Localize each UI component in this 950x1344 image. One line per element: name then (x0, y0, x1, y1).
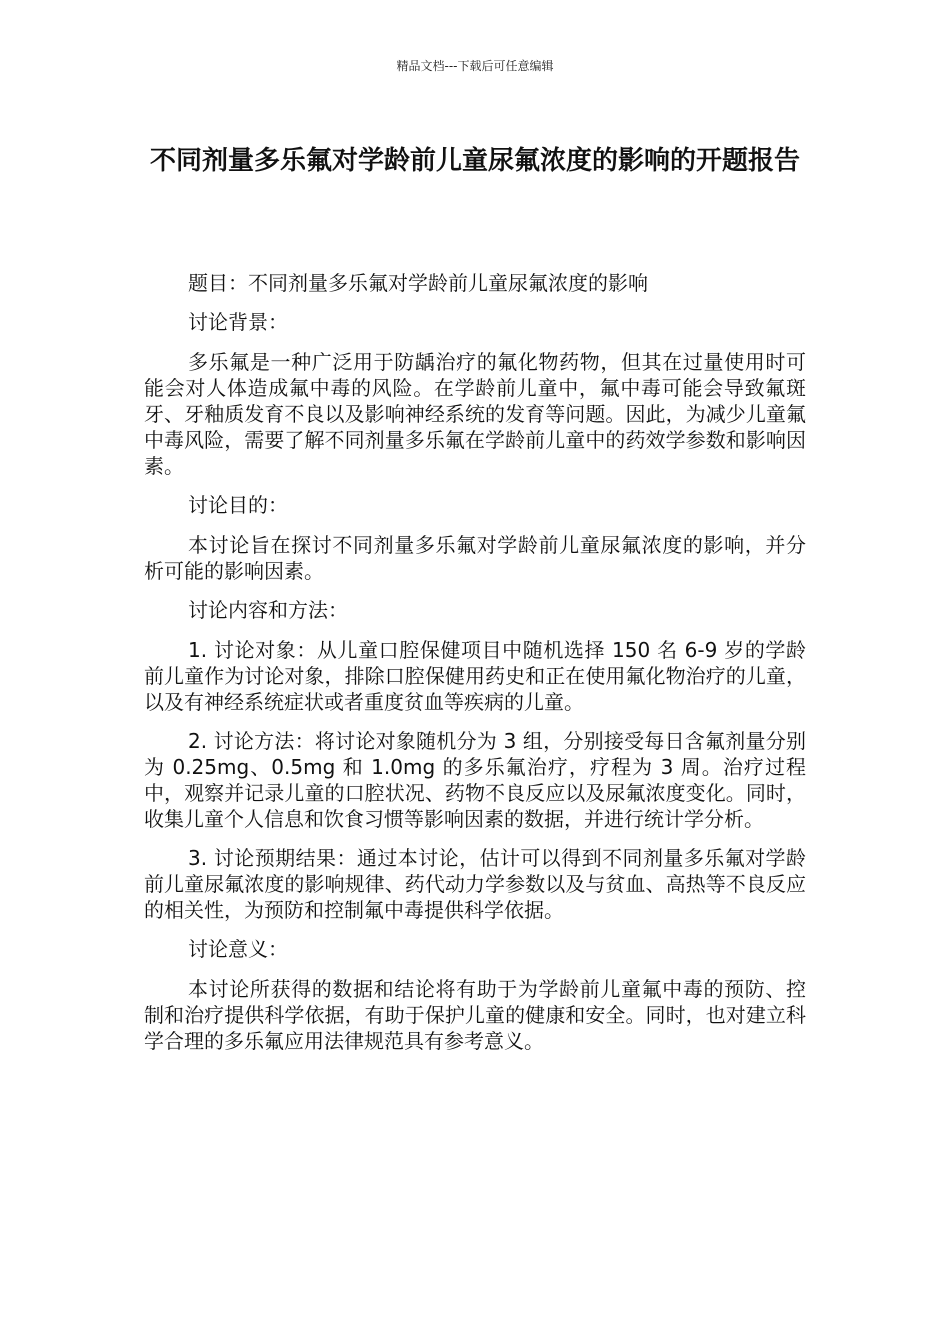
purpose-paragraph: 本讨论旨在探讨不同剂量多乐氟对学龄前儿童尿氟浓度的影响，并分析可能的影响因素。 (144, 533, 806, 583)
methods-item-method: 2. 讨论方法：将讨论对象随机分为 3 组，分别接受每日含氟剂量分别为 0.25mg、0.5mg 和 1.0mg 的多乐氟治疗，疗程为 3 周。治疗过程中，观察并记录儿童的口腔状况、药物不良反应以及尿氟浓度变化。同时，收集儿童个人信息和饮食习惯等影响因素的数据，并进行统计学分析。 (144, 729, 806, 831)
header-note: 精品文档---下载后可任意编辑 (396, 59, 554, 73)
document-body (144, 270, 806, 1067)
background-paragraph: 多乐氟是一种广泛用于防龋治疗的氟化物药物，但其在过量使用时可能会对人体造成氟中毒的风险。在学龄前儿童中，氟中毒可能会导致氟斑牙、牙釉质发育不良以及影响神经系统的发育等问题。因此，为减少儿童氟中毒风险，需要了解不同剂量多乐氟在学龄前儿童中的药效学参数和影响因素。 (144, 350, 806, 478)
methods-item-subjects: 1. 讨论对象：从儿童口腔保健项目中随机选择 150 名 6-9 岁的学龄前儿童作为讨论对象，排除口腔保健用药史和正在使用氟化物治疗的儿童，以及有神经系统症状或者重度贫血等疾病的儿童。 (144, 638, 806, 714)
topic-line: 题目：不同剂量多乐氟对学龄前儿童尿氟浓度的影响 (188, 271, 648, 295)
significance-paragraph: 本讨论所获得的数据和结论将有助于为学龄前儿童氟中毒的预防、控制和治疗提供科学依据，有助于保护儿童的健康和安全。同时，也对建立科学合理的多乐氟应用法律规范具有参考意义。 (144, 977, 806, 1053)
document-title: 不同剂量多乐氟对学龄前儿童尿氟浓度的影响的开题报告 (149, 146, 800, 176)
section-heading-background: 讨论背景： (188, 310, 288, 334)
section-heading-content-methods: 讨论内容和方法： (188, 598, 348, 622)
section-heading-purpose: 讨论目的： (188, 493, 288, 517)
methods-item-expected-results: 3. 讨论预期结果：通过本讨论，估计可以得到不同剂量多乐氟对学龄前儿童尿氟浓度的影响规律、药代动力学参数以及与贫血、高热等不良反应的相关性，为预防和控制氟中毒提供科学依据。 (144, 846, 806, 922)
section-heading-significance: 讨论意义： (188, 937, 288, 961)
